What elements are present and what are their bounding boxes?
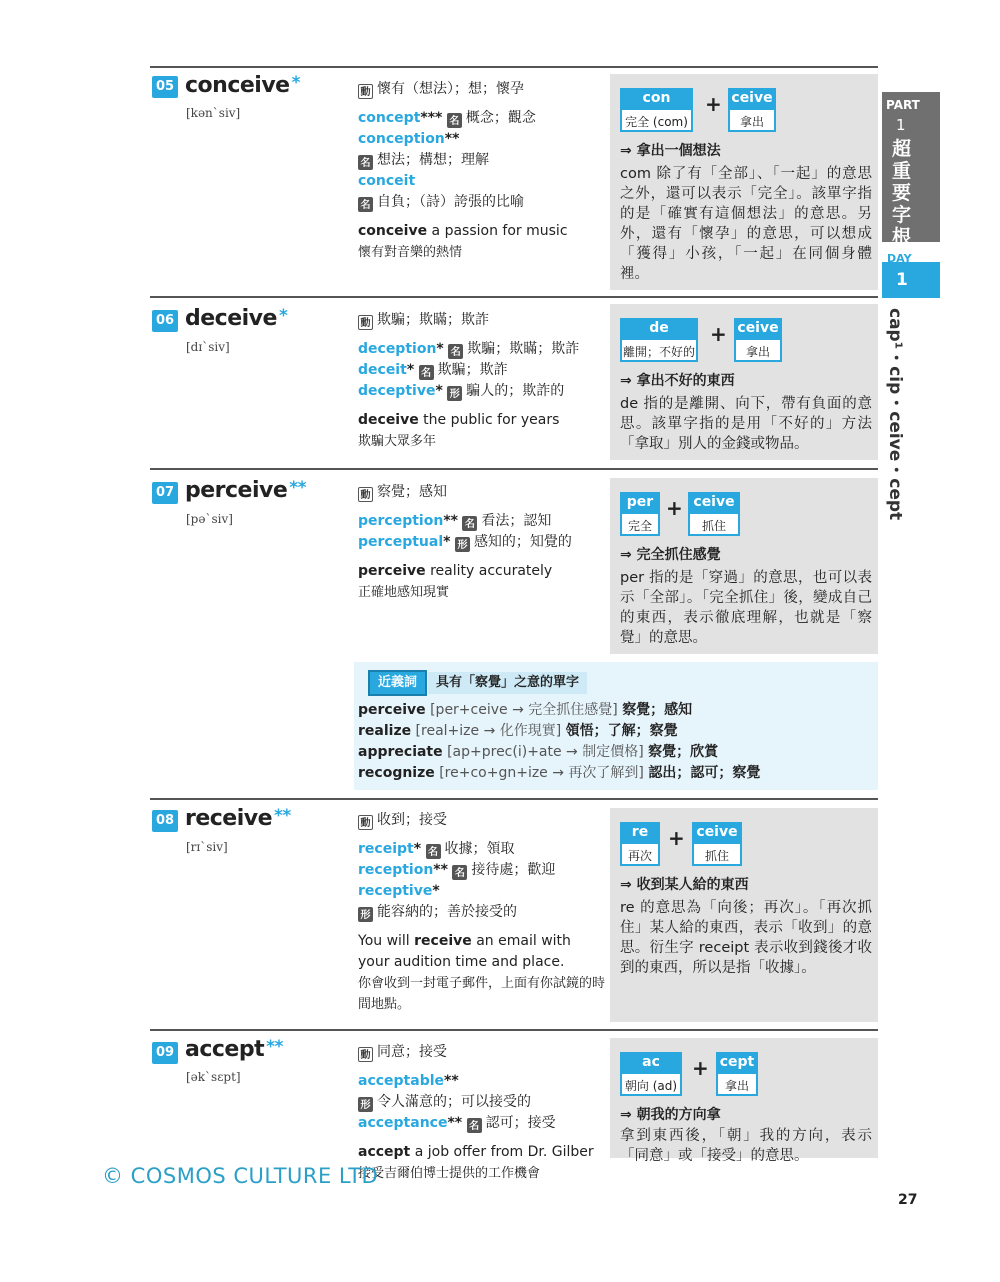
divider bbox=[150, 296, 878, 298]
etymology-heading: ⇒ 拿出不好的東西 bbox=[620, 373, 735, 389]
adjective-pos-icon: 形 bbox=[358, 1097, 373, 1112]
noun-pos-icon: 名 bbox=[447, 113, 462, 128]
root-tile: re 再次 bbox=[620, 822, 660, 866]
importance-stars: * bbox=[291, 73, 300, 93]
synonyms-badge: 近義詞 bbox=[368, 670, 427, 696]
importance-stars: ** bbox=[274, 806, 291, 826]
derivative: deception* 名 欺騙；欺瞞；欺詐 bbox=[358, 341, 580, 358]
synonyms-list bbox=[358, 700, 760, 784]
plus-icon: + bbox=[666, 496, 683, 520]
derivative: acceptance** 名 認可；接受 bbox=[358, 1115, 556, 1132]
definitions: 動 察覺；感知 perception** 名 看法；認知 perceptual* 形 感知的；知覺的 perceive reality accurately 正確地感知現實 bbox=[358, 482, 606, 603]
example-en: accept a job offer from Dr. Gilber bbox=[358, 1144, 594, 1160]
part-title: 超重要字根 bbox=[892, 138, 912, 248]
phonetic: [ək`sɛpt] bbox=[186, 1070, 241, 1084]
noun-pos-icon: 名 bbox=[358, 197, 373, 212]
root-tile: ac 朝向 (ad) bbox=[620, 1052, 682, 1096]
copyright-watermark: © COSMOS CULTURE LTD bbox=[102, 1164, 379, 1188]
phonetic: [pə`siv] bbox=[186, 512, 233, 526]
verb-pos-icon: 動 bbox=[358, 815, 373, 830]
headword: deceive * bbox=[185, 306, 288, 331]
derivative: perceptual* 形 感知的；知覺的 bbox=[358, 534, 572, 551]
verb-pos-icon: 動 bbox=[358, 84, 373, 99]
synonym-row: realize [real+ize → 化作現實] 領悟；了解；察覺 bbox=[358, 723, 678, 739]
entry-number: 05 bbox=[152, 76, 178, 98]
example-zh: 正確地感知現實 bbox=[358, 585, 450, 600]
part-tab bbox=[882, 92, 940, 248]
root-tile: ceive 抓住 bbox=[692, 822, 742, 866]
adjective-pos-icon: 形 bbox=[447, 386, 462, 401]
definitions: 動 收到；接受 receipt* 名 收據；領取 reception** 名 接待處；歡迎 receptive* 形 能容納的；善於接受的 You will receive an email with your audition time and place. 你會收到一封電子郵件，上面有你試鏡的時間地點。 bbox=[358, 810, 606, 1015]
example-zh: 你會收到一封電子郵件，上面有你試鏡的時間地點。 bbox=[358, 976, 606, 1012]
importance-stars: ** bbox=[289, 478, 307, 498]
example-en: perceive reality accurately bbox=[358, 563, 553, 579]
derivative: deceit* 名 欺騙；欺詐 bbox=[358, 362, 508, 379]
example-en: conceive a passion for music bbox=[358, 223, 568, 239]
etymology-box bbox=[610, 1038, 878, 1164]
entry-number: 09 bbox=[152, 1042, 178, 1064]
headword: accept ** bbox=[185, 1037, 283, 1062]
etymology-box bbox=[610, 808, 878, 1022]
root-tile: de 離開；不好的 bbox=[620, 318, 698, 362]
example-zh: 欺騙大眾多年 bbox=[358, 434, 437, 449]
noun-pos-icon: 名 bbox=[452, 865, 467, 880]
phonetic: [dɪ`siv] bbox=[186, 340, 230, 354]
divider bbox=[150, 66, 878, 68]
derivative: perception** 名 看法；認知 bbox=[358, 513, 552, 530]
plus-icon: + bbox=[710, 322, 727, 346]
part-label: PART bbox=[886, 98, 920, 112]
root-tile: per 完全 bbox=[620, 492, 660, 536]
root-tile: ceive 拿出 bbox=[728, 88, 776, 132]
etymology-heading: ⇒ 收到某人給的東西 bbox=[620, 877, 749, 893]
part-number: 1 bbox=[896, 116, 906, 134]
derivative: acceptable** bbox=[358, 1073, 459, 1089]
derivative: conception** bbox=[358, 131, 460, 147]
derivative: conceit bbox=[358, 173, 416, 189]
synonyms-title: 具有「察覺」之意的單字 bbox=[428, 672, 587, 694]
importance-stars: ** bbox=[266, 1037, 283, 1057]
root-tile: cept 拿出 bbox=[716, 1052, 758, 1096]
synonym-row: perceive [per+ceive → 完全抓住感覺] 察覺；感知 bbox=[358, 702, 693, 718]
divider bbox=[150, 798, 878, 800]
derivative: receptive* bbox=[358, 883, 440, 899]
example-zh: 接受吉爾伯博士提供的工作機會 bbox=[358, 1166, 541, 1181]
root-tile: ceive 抓住 bbox=[688, 492, 740, 536]
entry-number: 07 bbox=[152, 482, 178, 504]
verb-pos-icon: 動 bbox=[358, 1047, 373, 1062]
noun-pos-icon: 名 bbox=[467, 1118, 482, 1133]
etymology-text: re 的意思為「向後；再次」。「再次抓住」某人給的東西，表示「收到」的意思。衍生字 receipt 表示收到錢後才收到的東西，所以是指「收據」。 bbox=[620, 900, 872, 976]
definitions: 動 欺騙；欺瞞；欺詐 deception* 名 欺騙；欺瞞；欺詐 deceit* 名 欺騙；欺詐 deceptive* 形 騙人的；欺詐的 deceive the public for years 欺騙大眾多年 bbox=[358, 310, 606, 452]
noun-pos-icon: 名 bbox=[358, 155, 373, 170]
root-tile: ceive 拿出 bbox=[734, 318, 782, 362]
headword: receive ** bbox=[185, 806, 291, 831]
noun-pos-icon: 名 bbox=[448, 344, 463, 359]
definitions: 動 同意；接受 acceptable** 形 令人滿意的；可以接受的 acceptance** 名 認可；接受 accept a job offer from Dr. Gilber 接受吉爾伯博士提供的工作機會 bbox=[358, 1042, 606, 1184]
etymology-text: 拿到東西後，「朝」我的方向，表示「同意」或「接受」的意思。 bbox=[620, 1128, 872, 1164]
etymology-heading: ⇒ 完全抓住感覺 bbox=[620, 547, 721, 563]
synonyms-box bbox=[354, 662, 878, 790]
entry-number: 08 bbox=[152, 810, 178, 832]
etymology-text: com 除了有「全部」、「一起」的意思之外，還可以表示「完全」。該單字指的是「確實有這個想法」的意思。另外，還有「懷孕」的意思，可以想成「獲得」小孩，「一起」在同個身體裡。 bbox=[620, 166, 872, 282]
day-tab bbox=[882, 252, 940, 298]
derivative: receipt* 名 收據；領取 bbox=[358, 841, 515, 858]
derivative: deceptive* 形 騙人的；欺詐的 bbox=[358, 383, 565, 400]
importance-stars: * bbox=[278, 306, 288, 326]
plus-icon: + bbox=[668, 826, 685, 850]
headword: conceive * bbox=[185, 73, 300, 98]
root-tile: con 完全 (com) bbox=[620, 88, 693, 132]
etymology-text: de 指的是離開、向下，帶有負面的意思。該單字指的是用「不好的」方法「拿取」別人的金錢或物品。 bbox=[620, 396, 872, 452]
definitions: 動 懷有（想法）；想；懷孕 concept*** 名 概念；觀念 conception** 名 想法；構想；理解 conceit 名 自負；（詩）誇張的比喻 conceive a passion for music 懷有對音樂的熱情 bbox=[358, 79, 606, 263]
day-number: 1 bbox=[896, 270, 908, 290]
example-en: You will receive an email with your audition time and place. bbox=[358, 933, 571, 970]
roots-vertical-title: cap¹・cip・ceive・cept bbox=[885, 308, 905, 521]
etymology-heading: ⇒ 朝我的方向拿 bbox=[620, 1107, 721, 1123]
headword: perceive ** bbox=[185, 478, 307, 503]
divider bbox=[150, 468, 878, 470]
day-label: DAY bbox=[887, 252, 912, 265]
adjective-pos-icon: 形 bbox=[455, 537, 470, 552]
example-en: deceive the public for years bbox=[358, 412, 560, 428]
page-number: 27 bbox=[898, 1192, 918, 1208]
synonym-row: appreciate [ap+prec(i)+ate → 制定價格] 察覺；欣賞 bbox=[358, 744, 719, 760]
derivative: concept*** 名 概念；觀念 bbox=[358, 110, 536, 127]
plus-icon: + bbox=[705, 92, 722, 116]
etymology-heading: ⇒ 拿出一個想法 bbox=[620, 143, 721, 159]
adjective-pos-icon: 形 bbox=[358, 907, 373, 922]
verb-pos-icon: 動 bbox=[358, 487, 373, 502]
divider bbox=[150, 1029, 878, 1031]
phonetic: [kən`siv] bbox=[186, 106, 241, 120]
etymology-box bbox=[610, 304, 878, 460]
etymology-box bbox=[610, 74, 878, 290]
verb-pos-icon: 動 bbox=[358, 315, 373, 330]
example-zh: 懷有對音樂的熱情 bbox=[358, 245, 463, 260]
noun-pos-icon: 名 bbox=[426, 844, 441, 859]
noun-pos-icon: 名 bbox=[462, 516, 477, 531]
phonetic: [rɪ`siv] bbox=[186, 840, 228, 854]
synonym-row: recognize [re+co+gn+ize → 再次了解到] 認出；認可；察覺 bbox=[358, 765, 761, 781]
entry-number: 06 bbox=[152, 310, 178, 332]
etymology-box bbox=[610, 478, 878, 654]
derivative: reception** 名 接待處；歡迎 bbox=[358, 862, 556, 879]
noun-pos-icon: 名 bbox=[419, 365, 434, 380]
etymology-text: per 指的是「穿過」的意思，也可以表示「全部」。「完全抓住」後，變成自己的東西，表示徹底理解，也就是「察覺」的意思。 bbox=[620, 570, 872, 646]
plus-icon: + bbox=[692, 1056, 709, 1080]
